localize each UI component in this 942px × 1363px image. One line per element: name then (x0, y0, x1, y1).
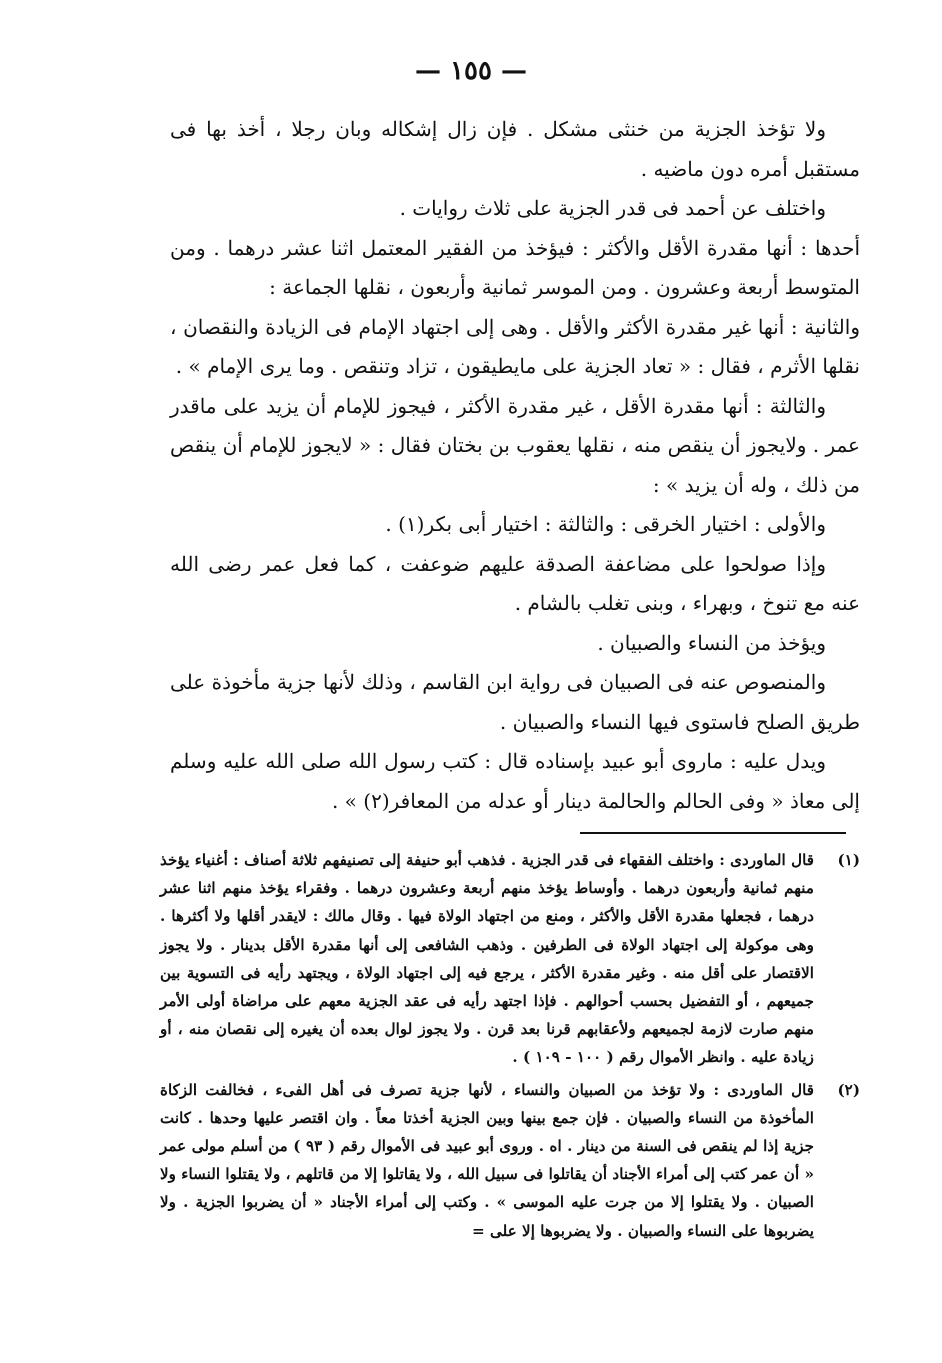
footnote-2 (160, 1076, 860, 1245)
paragraph-2: واختلف عن أحمد فى قدر الجزية على ثلاث روايات . (399, 196, 826, 220)
paragraph-9: والمنصوص عنه فى الصبيان فى رواية ابن القاسم ، وذلك لأنها جزية مأخوذة على طريق الصلح فاستوى فيها النساء والصبيان . (170, 670, 860, 734)
footnote-divider (580, 832, 846, 834)
footnote-number: (١) (837, 851, 860, 869)
page-number: — ١٥٥ — (414, 56, 528, 86)
paragraph-10: ويدل عليه : ماروى أبو عبيد بإسناده قال : كتب رسول الله صلى الله عليه وسلم إلى معاذ « وفى الحالم والحالمة دينار أو عدله من المعافر(٢) » . (170, 749, 860, 813)
footnotes (160, 846, 860, 1249)
paragraph-7: وإذا صولحوا على مضاعفة الصدقة عليهم ضوعفت ، كما فعل عمر رضى الله عنه مع تنوخ ، وبهراء ، وبنى تغلب بالشام . (170, 551, 860, 615)
paragraph-1: ولا تؤخذ الجزية من خنثى مشكل . فإن زال إشكاله وبان رجلا ، أخذ بها فى مستقبل أمره دون ماضيه . (170, 117, 860, 181)
main-text (170, 110, 860, 821)
paragraph-5: والثالثة : أنها مقدرة الأقل ، غير مقدرة الأكثر ، فيجوز للإمام أن يزيد على ماقدر عمر . ولايجوز أن ينقص منه ، نقلها يعقوب بن بختان فقال : « لايجوز للإمام أن ينقص من ذلك ، وله أن يزيد » : (170, 393, 860, 497)
paragraph-4: والثانية : أنها غير مقدرة الأكثر والأقل . وهى إلى اجتهاد الإمام فى الزيادة والنقصان ، نقلها الأثرم ، فقال : « تعاد الجزية على مايطيقون ، تزاد وتنقص . وما يرى الإمام » . (170, 314, 860, 378)
footnote-text: قال الماوردى : ولا تؤخذ من الصبيان والنساء ، لأنها جزية تصرف فى أهل الفىء ، فخالفت الزكاة المأخوذة من النساء والصبيان . فإن جمع بينها وبين الجزية أخذتا معاً . وان اقتصر عليها وحدها . كانت جزية إذا لم ينقص فى السنة من دينار . اه . وروى أبو عبيد فى الأموال رقم ( ٩٣ ) من أسلم مولى عمر « أن عمر كتب إلى أمراء الأجناد أن يقاتلوا فى سبيل الله ، ولا يقاتلوا إلا من قاتلهم ، ولا يقتلوا النساء ولا الصبيان . ولا يقتلوا إلا من جرت عليه الموسى » . وكتب إلى أمراء الأجناد « أن يضربوا الجزية . ولا يضربوها على النساء والصبيان . ولا يضربوها إلا على = (160, 1080, 814, 1240)
paragraph-6: والأولى : اختيار الخرقى : والثالثة : اختيار أبى بكر(١) . (385, 512, 826, 536)
footnote-1 (160, 846, 860, 1072)
footnote-number: (٢) (837, 1080, 860, 1099)
paragraph-3: أحدها : أنها مقدرة الأقل والأكثر : فيؤخذ من الفقير المعتمل اثنا عشر درهما . ومن المتوسط أربعة وعشرون . ومن الموسر ثمانية وأربعون ، نقلها الجماعة : (170, 235, 860, 299)
footnote-text: قال الماوردى : واختلف الفقهاء فى قدر الجزية . فذهب أبو حنيفة إلى تصنيفهم ثلاثة أصناف : أغنياء يؤخذ منهم ثمانية وأربعون درهما . وأوساط يؤخذ منهم أربعة وعشرون درهما . وفقراء يؤخذ منهم اثنا عشر درهما ، فجعلها مقدرة الأقل والأكثر ، ومنع من اجتهاد الولاة فيها . وقال مالك : لايقدر أقلها ولا أكثرها . وهى موكولة إلى اجتهاد الولاة فى الطرفين . وذهب الشافعى إلى أنها مقدرة الأقل بدينار . ولا يجوز الاقتصار على أقل منه . وغير مقدرة الأكثر ، يرجع فيه إلى اجتهاد الولاة ، ويجتهد رأيه فى التسوية بين جميعهم ، أو التفضيل بحسب أحوالهم . فإذا اجتهد رأيه فى عقد الجزية معهم على مراضاة أولى الأمر منهم صارت لازمة لجميعهم ولأعقابهم قرنا بعد قرن . ولا يجوز لوال بعده أن يغيره إلى نقصان منه ، أو زيادة عليه . وانظر الأموال رقم ( ١٠٠ - ١٠٩ ) . (160, 851, 814, 1067)
paragraph-8: ويؤخذ من النساء والصبيان . (597, 630, 826, 655)
